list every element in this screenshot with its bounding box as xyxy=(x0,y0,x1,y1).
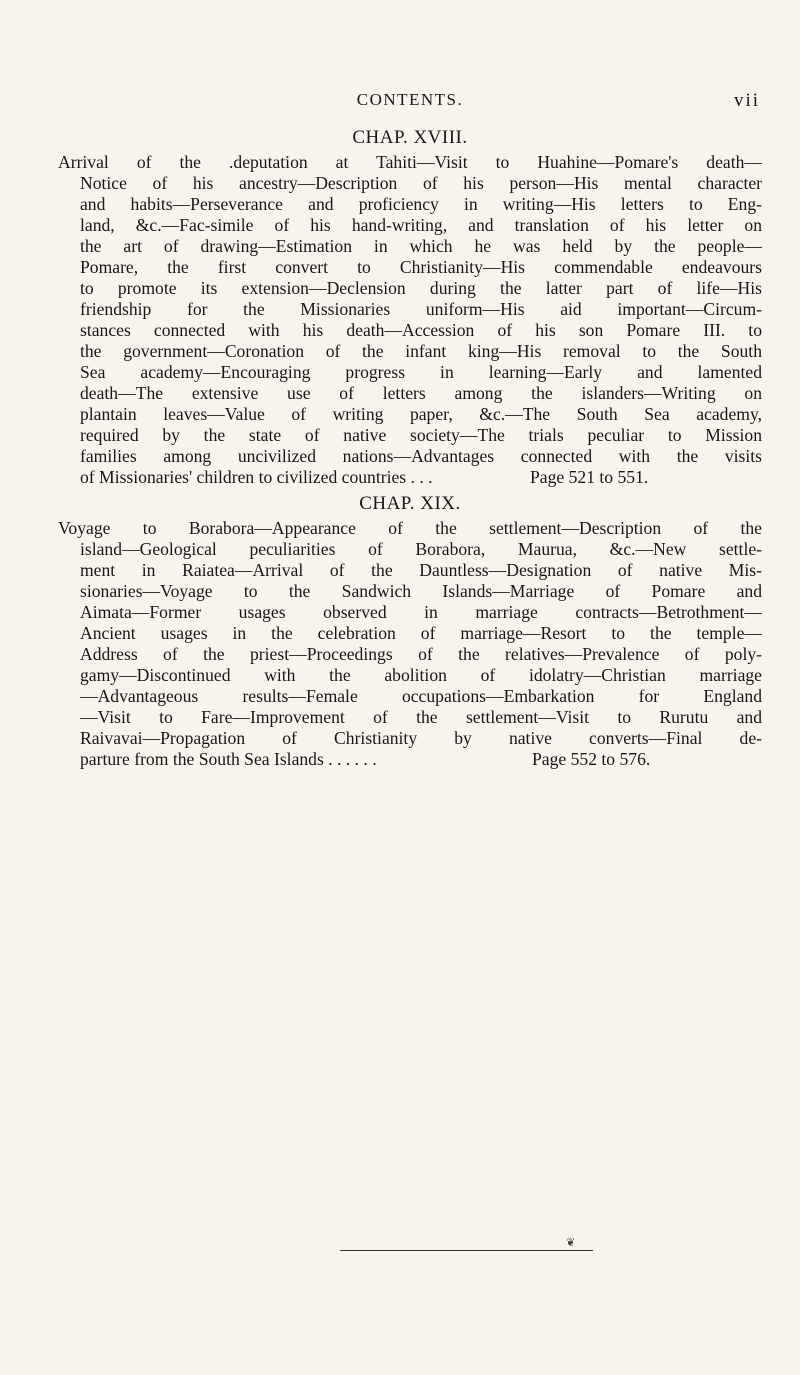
summary-line: Raivavai—Propagation of Christianity by native converts—Final de- xyxy=(80,728,762,748)
page-reference-xviii: Page 521 to 551. xyxy=(530,467,649,487)
page-reference-xix: Page 552 to 576. xyxy=(532,749,651,769)
summary-line: friendship for the Missionaries uniform—His aid important—Circum- xyxy=(80,299,762,319)
summary-line: Ancient usages in the celebration of marriage—Resort to the temple— xyxy=(80,623,762,643)
summary-line: the government—Coronation of the infant king—His removal to the South xyxy=(80,341,762,361)
summary-line: of Missionaries' children to civilized countries . . . xyxy=(80,467,433,487)
closing-rule xyxy=(340,1250,593,1251)
chapter-summary-xix xyxy=(58,518,762,770)
summary-line: —Advantageous results—Female occupations—Embarkation for England xyxy=(80,686,762,706)
summary-line: Arrival of the .deputation at Tahiti—Visit to Huahine—Pomare's death— xyxy=(58,152,762,172)
summary-line: plantain leaves—Value of writing paper, &c.—The South Sea academy, xyxy=(80,404,762,424)
summary-line: land, &c.—Fac-simile of his hand-writing, and translation of his letter on xyxy=(80,215,762,235)
summary-line: the art of drawing—Estimation in which he was held by the people— xyxy=(80,236,762,256)
summary-line: Address of the priest—Proceedings of the relatives—Prevalence of poly- xyxy=(80,644,762,664)
page-number: vii xyxy=(733,90,760,111)
summary-line: island—Geological peculiarities of Borabora, Maurua, &c.—New settle- xyxy=(80,539,762,559)
summary-line: sionaries—Voyage to the Sandwich Islands—Marriage of Pomare and xyxy=(80,581,762,601)
summary-line: and habits—Perseverance and proficiency in writing—His letters to Eng- xyxy=(80,194,762,214)
summary-line: Notice of his ancestry—Description of his person—His mental character xyxy=(80,173,762,193)
summary-line: Aimata—Former usages observed in marriage contracts—Betrothment— xyxy=(80,602,762,622)
chapter-heading-xviii: CHAP. XVIII. xyxy=(352,127,468,148)
summary-line: gamy—Discontinued with the abolition of idolatry—Christian marriage xyxy=(80,665,762,685)
summary-line: Sea academy—Encouraging progress in learning—Early and lamented xyxy=(80,362,762,382)
summary-line: death—The extensive use of letters among the islanders—Writing on xyxy=(80,383,762,403)
summary-line: parture from the South Sea Islands . . . . . . xyxy=(80,749,377,769)
summary-line: stances connected with his death—Accession of his son Pomare III. to xyxy=(80,320,762,340)
summary-line: ment in Raiatea—Arrival of the Dauntless—Designation of native Mis- xyxy=(80,560,762,580)
summary-line: to promote its extension—Declension during the latter part of life—His xyxy=(80,278,762,298)
chapter-summary-xviii xyxy=(58,152,762,488)
ornament-mark: ❦ xyxy=(566,1237,576,1249)
summary-line: required by the state of native society—The trials peculiar to Mission xyxy=(80,425,762,445)
summary-line: Pomare, the first convert to Christianity—His commendable endeavours xyxy=(80,257,762,277)
summary-line: Voyage to Borabora—Appearance of the settlement—Description of the xyxy=(58,518,762,538)
running-head xyxy=(60,90,760,114)
chapter-heading-xix: CHAP. XIX. xyxy=(359,493,461,514)
summary-line: —Visit to Fare—Improvement of the settlement—Visit to Rurutu and xyxy=(80,707,762,727)
running-title: CONTENTS. xyxy=(356,90,464,109)
summary-line: families among uncivilized nations—Advantages connected with the visits xyxy=(80,446,762,466)
